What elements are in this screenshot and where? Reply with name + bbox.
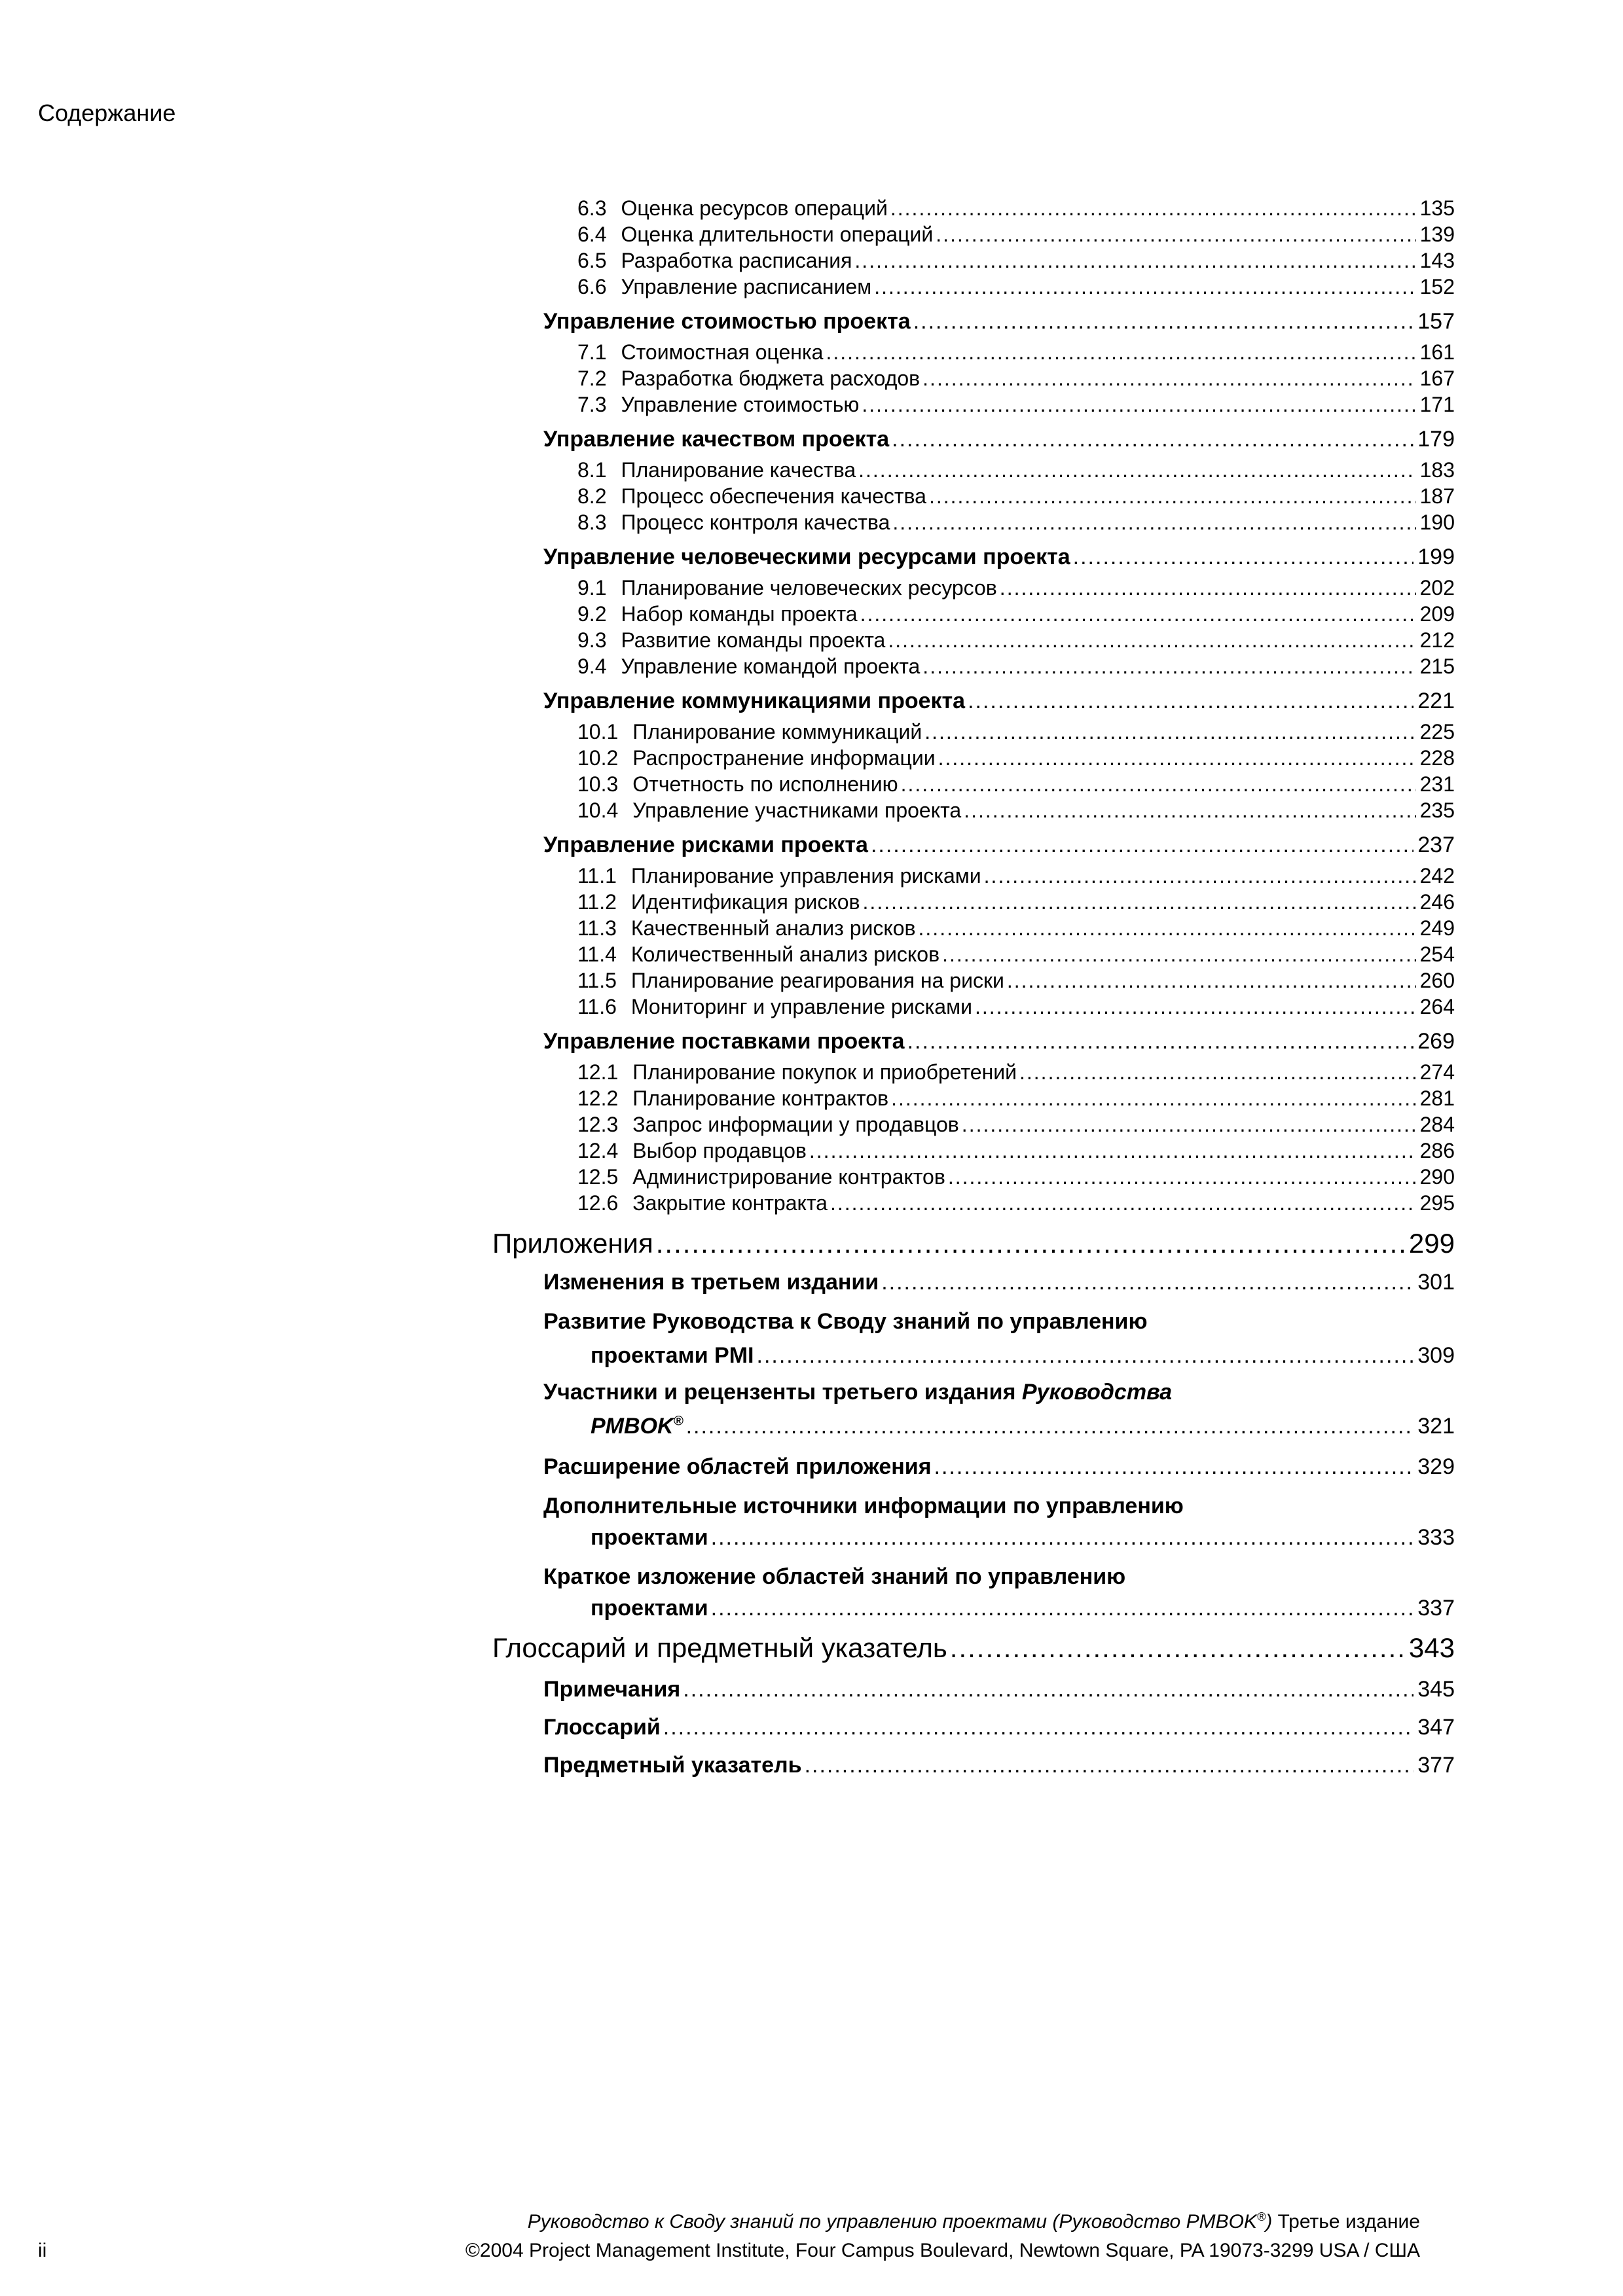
dot-leader [938,746,1416,770]
dot-leader [826,340,1415,365]
toc-appendix-summary[interactable]: проектами ..... 337 [591,1596,1455,1621]
toc-entry-11-5[interactable]: 11.5 Планирование реагирования на риски ..... 260 [577,969,1455,993]
toc-entry-11-3[interactable]: 11.3 Качественный анализ рисков ..... 249 [577,916,1455,941]
dot-leader [871,833,1413,858]
toc-index[interactable]: Предметный указатель ..... 377 [543,1753,1455,1778]
dot-leader [950,1632,1405,1664]
dot-leader [888,628,1415,653]
dot-leader [922,655,1415,679]
dot-leader [858,458,1415,482]
dot-leader [863,890,1416,914]
dot-leader [890,196,1416,221]
toc-entry-6-4[interactable]: 6.4 Оценка длительности операций ..... 139 [577,223,1455,247]
dot-leader [919,916,1416,941]
toc-entry-12-4[interactable]: 12.4 Выбор продавцов ..... 286 [577,1139,1455,1163]
toc-appendix-summary-line1[interactable]: Краткое изложение областей знаний по управлению [543,1564,1126,1589]
dot-leader [962,1113,1416,1137]
dot-leader [924,720,1415,744]
dot-leader [975,995,1416,1019]
dot-leader [830,1191,1416,1215]
toc-entry-11-4[interactable]: 11.4 Количественный анализ рисков ..... 254 [577,942,1455,967]
toc-entry-10-2[interactable]: 10.2 Распространение информации ..... 228 [577,746,1455,770]
dot-leader [942,942,1416,967]
toc-appendix-extensions[interactable]: Расширение областей приложения ..... 329 [543,1454,1455,1480]
toc-entry-8-1[interactable]: 8.1 Планирование качества ..... 183 [577,458,1455,482]
toc-chapter-11[interactable]: Управление рисками проекта ..... 237 [543,833,1455,858]
dot-leader [929,484,1416,509]
dot-leader [934,1454,1414,1480]
toc-appendix-evolution[interactable]: проектами PMI ..... 309 [591,1343,1455,1369]
dot-leader [757,1343,1414,1369]
toc-entry-12-2[interactable]: 12.2 Планирование контрактов ..... 281 [577,1086,1455,1111]
toc-appendix-sources-line1[interactable]: Дополнительные источники информации по управлению [543,1494,1184,1518]
dot-leader [686,1414,1414,1439]
toc-entry-6-5[interactable]: 6.5 Разработка расписания ..... 143 [577,249,1455,273]
dot-leader [936,223,1415,247]
dot-leader [711,1525,1414,1551]
dot-leader [922,367,1415,391]
toc-entry-11-1[interactable]: 11.1 Планирование управления рисками ..... 242 [577,864,1455,888]
toc-chapter-7[interactable]: Управление стоимостью проекта ..... 157 [543,309,1455,334]
toc-notes[interactable]: Примечания ..... 345 [543,1677,1455,1702]
toc-entry-7-2[interactable]: 7.2 Разработка бюджета расходов ..... 167 [577,367,1455,391]
toc-appendix-contributors[interactable]: PMBOK® ..... 321 [591,1414,1455,1439]
dot-leader [948,1165,1416,1189]
toc-entry-11-6[interactable]: 11.6 Мониторинг и управление рисками ..... 264 [577,995,1455,1019]
dot-leader [1007,969,1416,993]
dot-leader [860,602,1416,626]
footer-copyright: ©2004 Project Management Institute, Four Campus Boulevard, Newtown Square, PA 19073-3299 USA / США [465,2240,1420,2261]
dot-leader [854,249,1415,273]
dot-leader [913,309,1414,334]
toc-chapter-9[interactable]: Управление человеческими ресурсами проекта ..... 199 [543,545,1455,570]
toc-entry-9-1[interactable]: 9.1 Планирование человеческих ресурсов ..... 202 [577,576,1455,600]
toc-entry-7-3[interactable]: 7.3 Управление стоимостью ..... 171 [577,393,1455,417]
toc-entry-12-5[interactable]: 12.5 Администрирование контрактов ..... 290 [577,1165,1455,1189]
dot-leader [892,511,1415,535]
toc-glossary[interactable]: Глоссарий ..... 347 [543,1715,1455,1740]
dot-leader [1019,1060,1416,1085]
toc-entry-9-4[interactable]: 9.4 Управление командой проекта ..... 215 [577,655,1455,679]
dot-leader [683,1677,1413,1702]
toc-entry-10-3[interactable]: 10.3 Отчетность по исполнению ..... 231 [577,772,1455,797]
toc-entry-10-1[interactable]: 10.1 Планирование коммуникаций ..... 225 [577,720,1455,744]
toc-entry-10-4[interactable]: 10.4 Управление участниками проекта ..... 235 [577,798,1455,823]
toc-entry-8-2[interactable]: 8.2 Процесс обеспечения качества ..... 187 [577,484,1455,509]
toc-entry-11-2[interactable]: 11.2 Идентификация рисков ..... 246 [577,890,1455,914]
dot-leader [874,275,1415,299]
toc-appendix-contributors-line1[interactable]: Участники и рецензенты третьего издания Руководства [543,1380,1173,1405]
dot-leader [663,1715,1414,1740]
toc-entry-6-6[interactable]: 6.6 Управление расписанием ..... 152 [577,275,1455,299]
toc-appendix-changes[interactable]: Изменения в третьем издании ..... 301 [543,1270,1455,1295]
dot-leader [711,1596,1414,1621]
dot-leader [1000,576,1416,600]
dot-leader [881,1270,1413,1295]
toc-entry-9-3[interactable]: 9.3 Развитие команды проекта ..... 212 [577,628,1455,653]
toc-entry-12-1[interactable]: 12.1 Планирование покупок и приобретений ..... 274 [577,1060,1455,1085]
toc-entry-6-3[interactable]: 6.3 Оценка ресурсов операций ..... 135 [577,196,1455,221]
dot-leader [901,772,1416,797]
footer-book-title: Руководство к Своду знаний по управлению проектами (Руководство PMBOK®) Третье издание [527,2210,1420,2233]
dot-leader [862,393,1415,417]
toc-part-appendices[interactable]: Приложения ..... 299 [492,1228,1455,1259]
toc-chapter-12[interactable]: Управление поставками проекта ..... 269 [543,1029,1455,1054]
dot-leader [984,864,1416,888]
toc-entry-12-3[interactable]: 12.3 Запрос информации у продавцов ..... 284 [577,1113,1455,1137]
dot-leader [892,427,1413,452]
toc-entry-8-3[interactable]: 8.3 Процесс контроля качества ..... 190 [577,511,1455,535]
page-header: Содержание [38,99,176,126]
dot-leader [805,1753,1414,1778]
dot-leader [907,1029,1414,1054]
dot-leader [656,1228,1405,1259]
dot-leader [968,689,1413,714]
toc-chapter-8[interactable]: Управление качеством проекта ..... 179 [543,427,1455,452]
toc-chapter-10[interactable]: Управление коммуникациями проекта ..... 221 [543,689,1455,714]
toc-appendix-evolution-line1[interactable]: Развитие Руководства к Своду знаний по управлению [543,1309,1148,1334]
toc-entry-12-6[interactable]: 12.6 Закрытие контракта ..... 295 [577,1191,1455,1215]
toc-appendix-sources[interactable]: проектами ..... 333 [591,1525,1455,1551]
dot-leader [809,1139,1416,1163]
page-number: ii [38,2240,47,2261]
toc-entry-9-2[interactable]: 9.2 Набор команды проекта ..... 209 [577,602,1455,626]
toc-part-glossary[interactable]: Глоссарий и предметный указатель ..... 343 [492,1632,1455,1664]
dot-leader [891,1086,1416,1111]
toc-entry-7-1[interactable]: 7.1 Стоимостная оценка ..... 161 [577,340,1455,365]
dot-leader [964,798,1415,823]
dot-leader [1073,545,1414,570]
